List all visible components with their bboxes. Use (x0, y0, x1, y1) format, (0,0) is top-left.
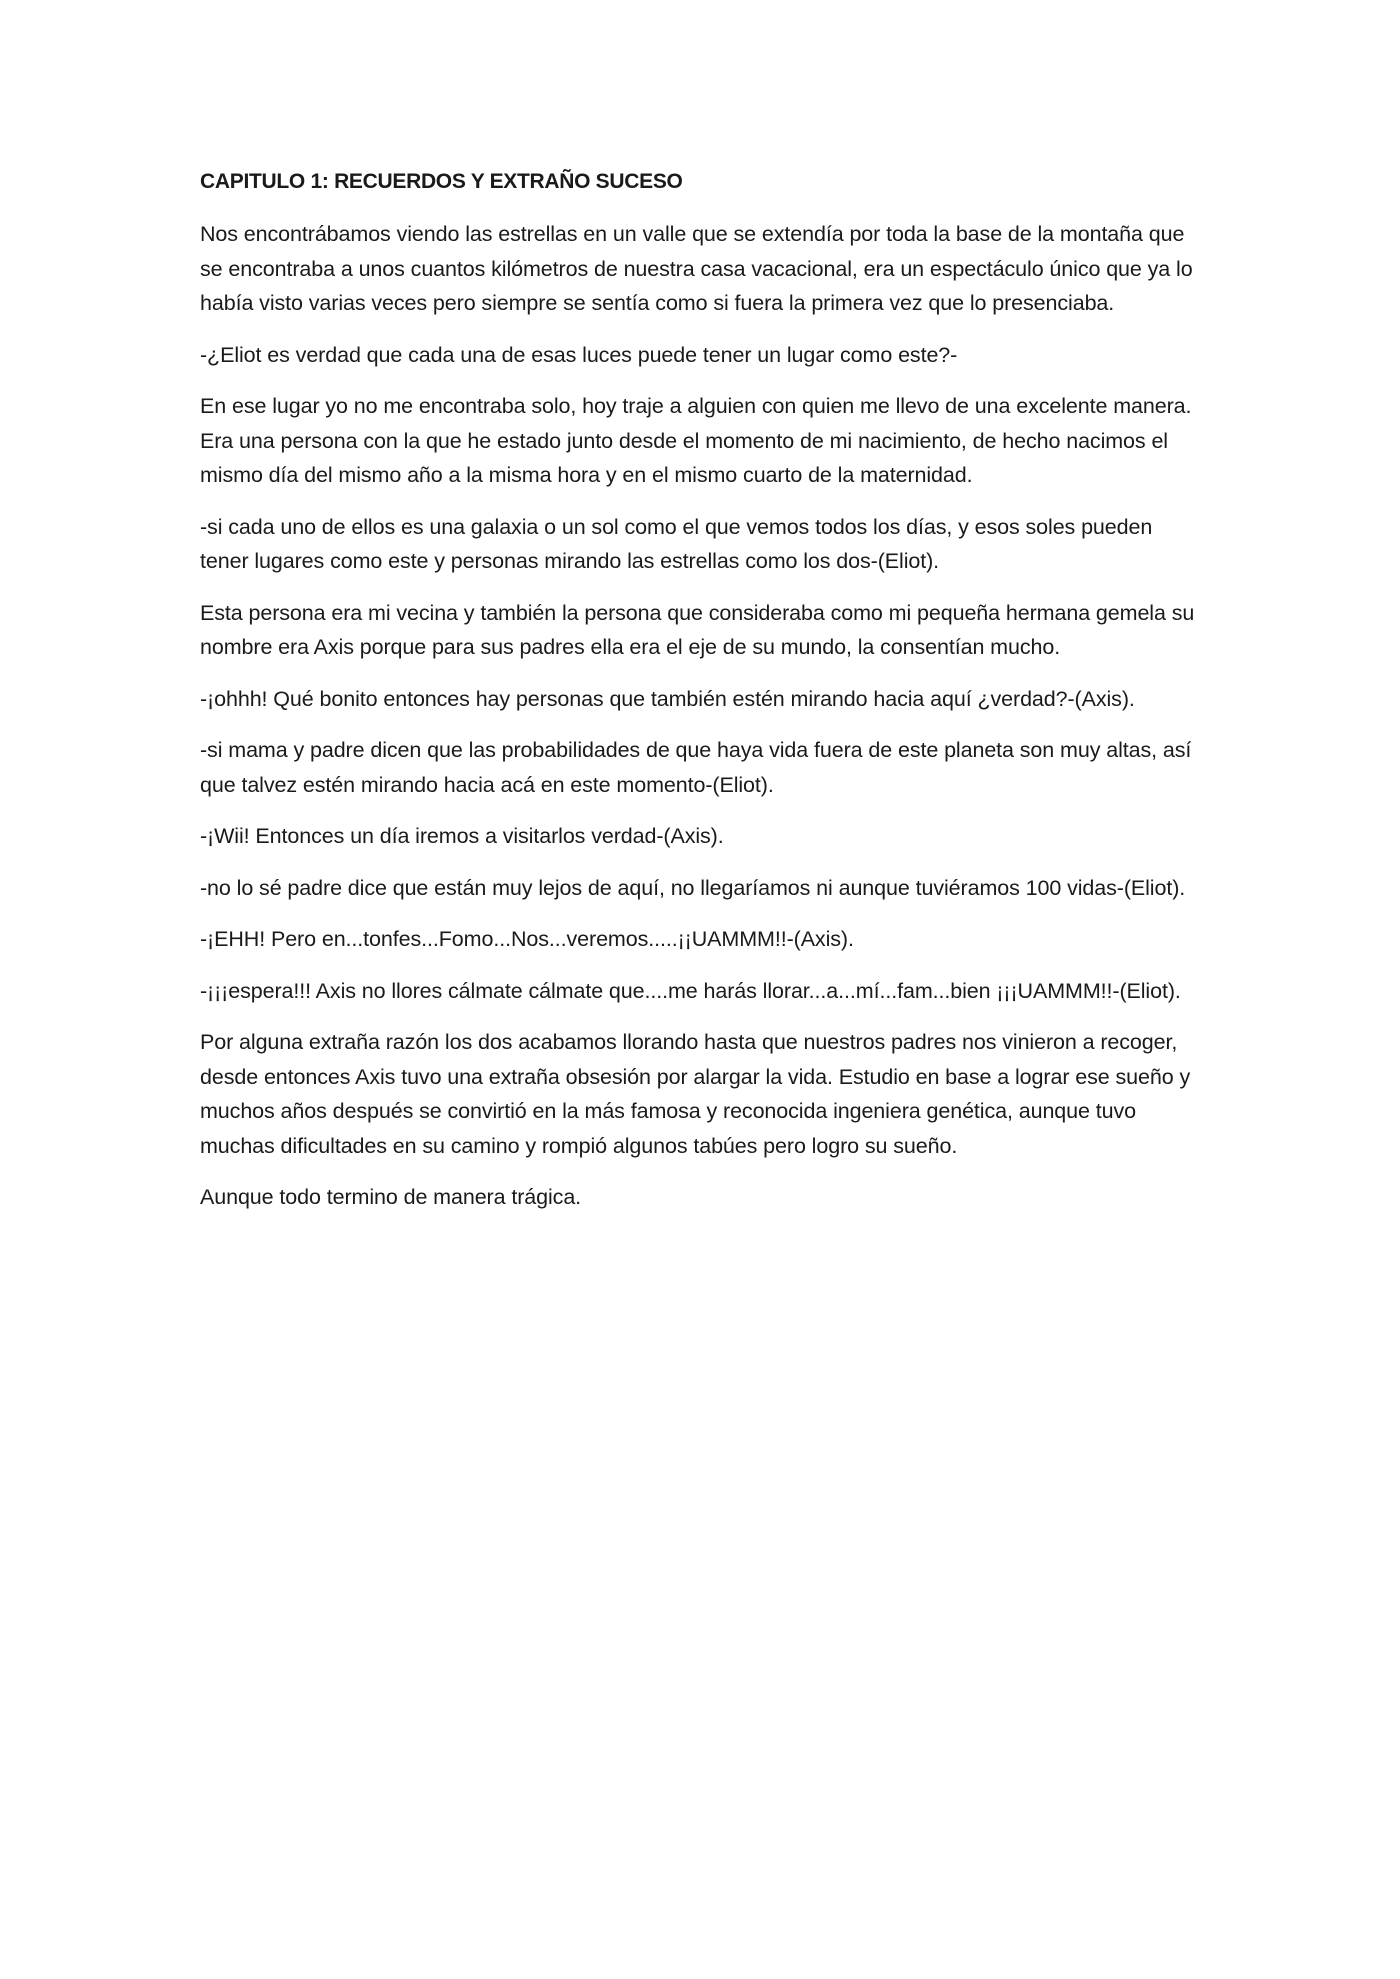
paragraph-7: -si mama y padre dicen que las probabilidades de que haya vida fuera de este planeta son muy altas, así que talvez estén mirando hacia acá en este momento-(Eliot). (200, 738, 1192, 797)
paragraph-4: -si cada uno de ellos es una galaxia o un sol como el que vemos todos los días, y esos soles pueden tener lugares como este y personas mirando las estrellas como los dos-(Eliot). (200, 514, 1153, 573)
paragraph-3: En ese lugar yo no me encontraba solo, hoy traje a alguien con quien me llevo de una excelente manera. Era una persona con la que he estado junto desde el momento de mi nacimiento, de hecho nacimos el mismo día del mismo año a la misma hora y en el mismo cuarto de la maternidad. (200, 394, 1192, 487)
paragraph-11: -¡¡¡espera!!! Axis no llores cálmate cálmate que....me harás llorar...a...mí...fam...bien ¡¡¡UAMMM!!-(Eliot). (200, 978, 1181, 1003)
paragraph-6: -¡ohhh! Qué bonito entonces hay personas que también estén mirando hacia aquí ¿verdad?-(Axis). (200, 686, 1135, 711)
paragraph-9: -no lo sé padre dice que están muy lejos de aquí, no llegaríamos ni aunque tuviéramos 100 vidas-(Eliot). (200, 875, 1186, 900)
chapter-title: CAPITULO 1: RECUERDOS Y EXTRAÑO SUCESO (200, 170, 683, 193)
paragraph-8: -¡Wii! Entonces un día iremos a visitarlos verdad-(Axis). (200, 824, 724, 848)
paragraph-10: -¡EHH! Pero en...tonfes...Fomo...Nos...veremos.....¡¡UAMMM!!-(Axis). (200, 927, 854, 951)
paragraph-1: Nos encontrábamos viendo las estrellas en un valle que se extendía por toda la base de la montaña que se encontraba a unos cuantos kilómetros de nuestra casa vacacional, era un espectáculo único que ya lo había visto varias veces pero siempre se sentía como si fuera la primera vez que lo presenciaba. (200, 222, 1193, 315)
paragraph-2: -¿Eliot es verdad que cada una de esas luces puede tener un lugar como este?- (200, 342, 958, 367)
paragraph-12: Por alguna extraña razón los dos acabamos llorando hasta que nuestros padres nos vinieron a recoger, desde entonces Axis tuvo una extraña obsesión por alargar la vida. Estudio en base a lograr ese sueño y muchos años después se convirtió en la más famosa y reconocida ingeniera genética, aunque tuvo muchas dificultades en su camino y rompió algunos tabúes pero logro su sueño. (200, 1030, 1191, 1158)
paragraph-5: Esta persona era mi vecina y también la persona que consideraba como mi pequeña hermana gemela su nombre era Axis porque para sus padres ella era el eje de su mundo, la consentían mucho. (200, 600, 1195, 659)
paragraph-13: Aunque todo termino de manera trágica. (200, 1185, 582, 1209)
document-page (200, 165, 1200, 1232)
